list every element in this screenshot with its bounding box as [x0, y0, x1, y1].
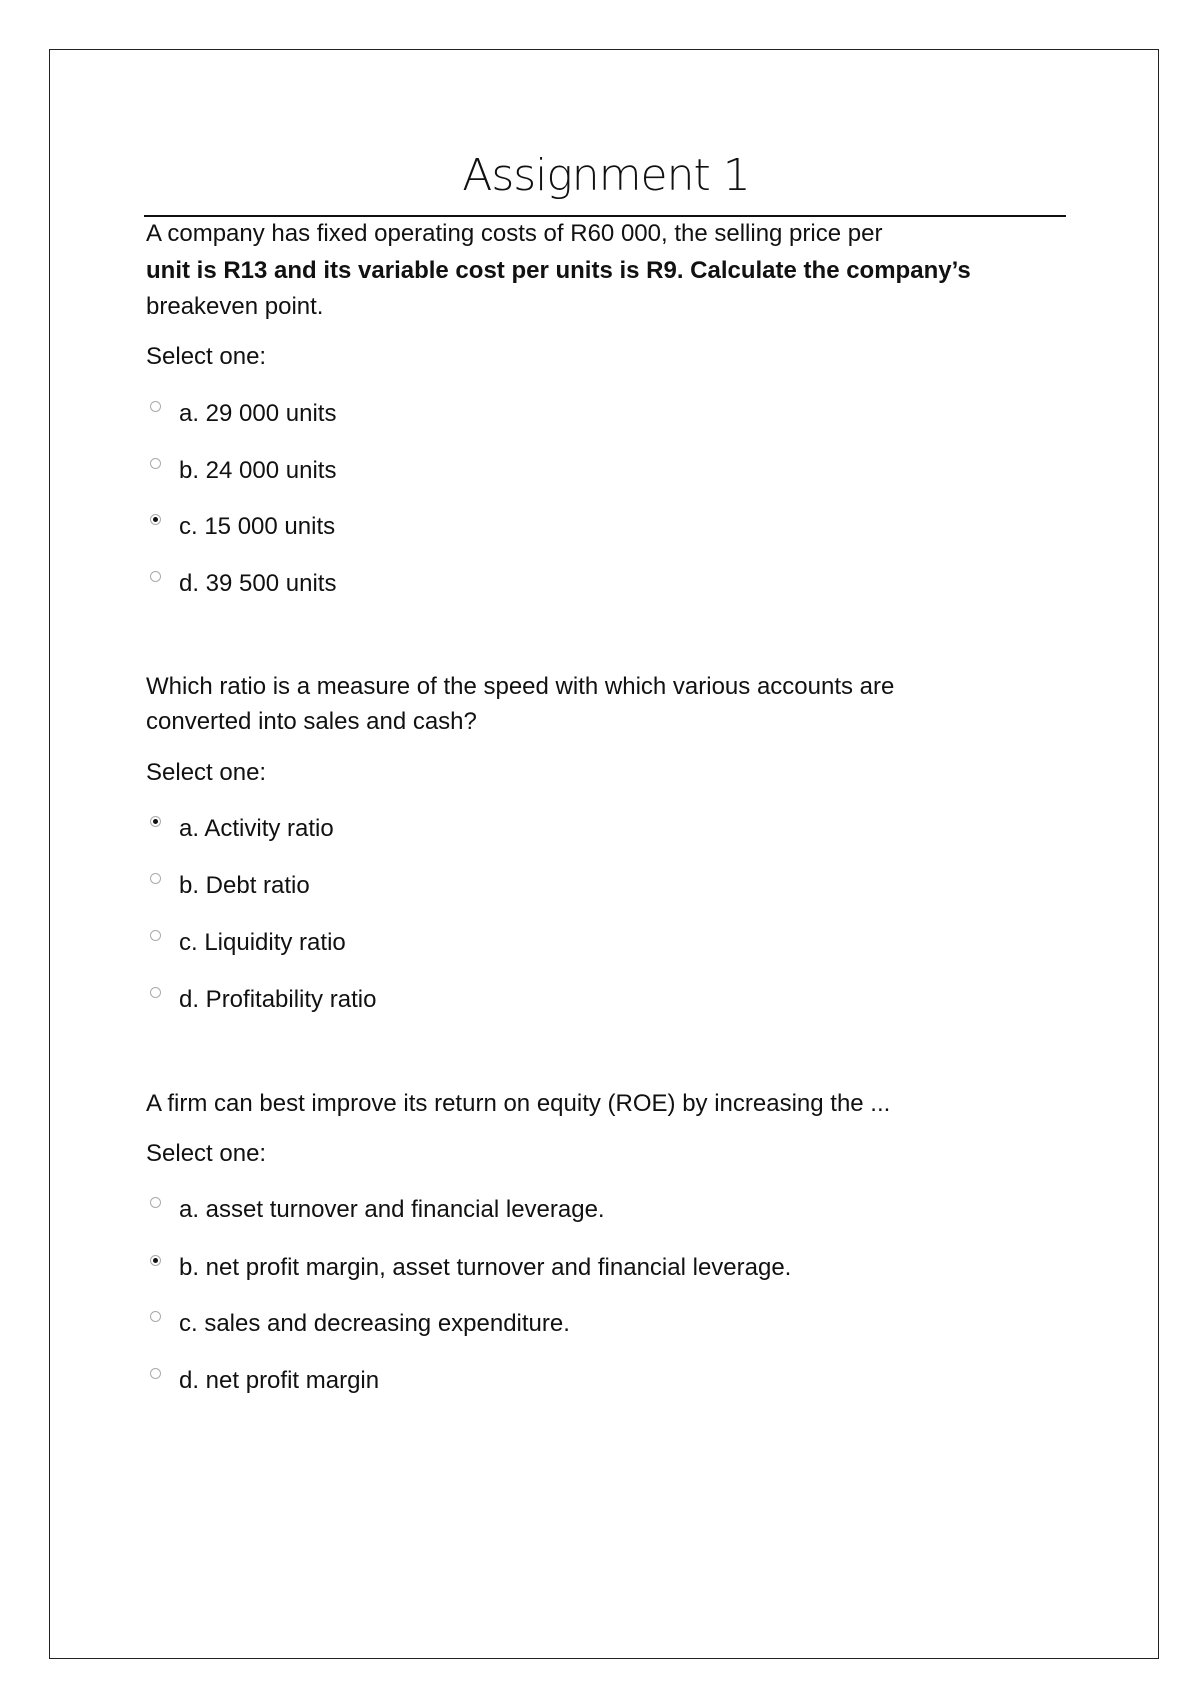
- radio-button-selected[interactable]: [150, 816, 161, 827]
- radio-button[interactable]: [150, 1368, 161, 1379]
- question-1-text-line: breakeven point.: [146, 293, 324, 320]
- option-label: a. Activity ratio: [179, 815, 334, 842]
- radio-button[interactable]: [150, 571, 161, 582]
- question-2-option-c[interactable]: [150, 925, 346, 961]
- question-3-text-line: A firm can best improve its return on equity (ROE) by increasing the ...: [146, 1090, 891, 1117]
- radio-button[interactable]: [150, 987, 161, 998]
- question-2-option-b[interactable]: [150, 868, 310, 904]
- question-1-option-a[interactable]: [150, 396, 336, 432]
- option-label: a. 29 000 units: [179, 400, 337, 427]
- radio-button[interactable]: [150, 873, 161, 884]
- page-title: Assignment 1: [462, 150, 750, 201]
- question-2-option-d[interactable]: [150, 982, 376, 1018]
- radio-button[interactable]: [150, 1197, 161, 1208]
- option-label: d. 39 500 units: [179, 570, 337, 597]
- question-1-prompt: Select one:: [146, 343, 267, 370]
- question-3-option-c[interactable]: [150, 1306, 570, 1342]
- option-label: b. 24 000 units: [179, 457, 337, 484]
- question-1-option-b[interactable]: [150, 453, 336, 489]
- question-3-option-d[interactable]: [150, 1363, 379, 1399]
- radio-button[interactable]: [150, 1311, 161, 1322]
- question-3-option-b[interactable]: [150, 1250, 791, 1286]
- radio-button-selected[interactable]: [150, 1255, 161, 1266]
- option-label: a. asset turnover and financial leverage.: [179, 1196, 605, 1223]
- option-label: b. Debt ratio: [179, 872, 310, 899]
- radio-button[interactable]: [150, 458, 161, 469]
- question-3-prompt: Select one:: [146, 1140, 267, 1167]
- option-label: c. Liquidity ratio: [179, 929, 346, 956]
- question-2-text-line: Which ratio is a measure of the speed with which various accounts are: [146, 673, 895, 700]
- question-2-text-line: converted into sales and cash?: [146, 708, 477, 735]
- question-3-option-a[interactable]: [150, 1192, 605, 1228]
- radio-button[interactable]: [150, 401, 161, 412]
- radio-button-selected[interactable]: [150, 514, 161, 525]
- radio-button[interactable]: [150, 930, 161, 941]
- question-2-option-a[interactable]: [150, 811, 334, 847]
- option-label: d. net profit margin: [179, 1367, 380, 1394]
- question-1-option-c[interactable]: [150, 509, 335, 545]
- option-label: b. net profit margin, asset turnover and financial leverage.: [179, 1254, 792, 1281]
- question-1-text-line: A company has fixed operating costs of R60 000, the selling price per: [146, 220, 883, 247]
- option-label: c. sales and decreasing expenditure.: [179, 1310, 570, 1337]
- question-2-prompt: Select one:: [146, 759, 267, 786]
- option-label: c. 15 000 units: [179, 513, 336, 540]
- question-1-option-d[interactable]: [150, 566, 336, 602]
- option-label: d. Profitability ratio: [179, 986, 377, 1013]
- question-1-text-line: unit is R13 and its variable cost per units is R9. Calculate the company’s: [146, 257, 971, 284]
